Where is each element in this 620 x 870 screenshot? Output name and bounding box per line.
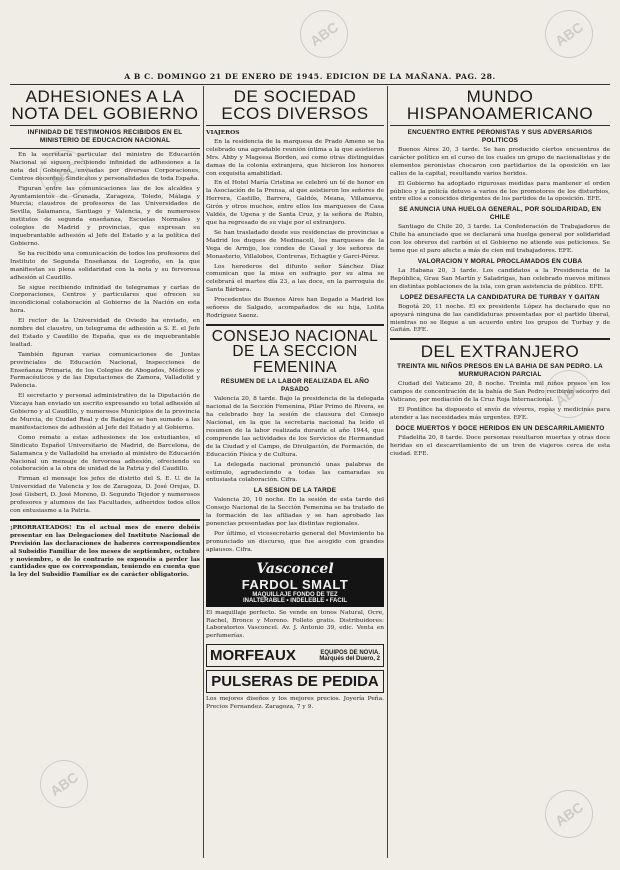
- article-paragraph: Por último, el vicesecretario general del Movimiento ha pronunciado un discurso, que fue acogido con grandes aplausos. Cifra.: [206, 530, 384, 553]
- ad-name: MORFEAUX: [210, 647, 296, 665]
- article-paragraph: También figuran varias comunicaciones de Juntas provinciales de Educación Nacional, Inspecciones de Enseñanza Primaria, de los Colegios de Abogados, Médicos y Farmacéuticos y de las Diputaciones de Zamora, Valladolid y Palencia.: [10, 351, 200, 390]
- article-paragraph: Valencia 20, 8 tarde. Bajo la presidencia de la delegada nacional de la Sección Femenina, Pilar Primo de Rivera, se ha celebrado hoy la sesión de clausura del Consejo Nacional, en la que la secretaria nacional ha leído el resumen de la labor realizada durante el año 1944, que comprende las actividades de los Servicios de Hermandad de la Ciudad y el Campo, de Divulgación, de Formación, de Educación Física y de Cultura.: [206, 396, 384, 458]
- article-paragraph: Se han trasladado desde sus residencias de provincias a Madrid los duques de Medinaceli, los marqueses de la Vega de Armijo, los condes de Casal y los señores de Monasterio, Villalobos, Contreras, Echagüe y Garci-Pérez.: [206, 229, 384, 260]
- ad-line: MAQUILLAJE FONDO DE TEZ: [252, 591, 338, 598]
- ad-caption: Los mejores diseños y los mejores precios. Joyería Peña. Precios Fernandez. Zaragoza, 7 y 9.: [206, 696, 384, 711]
- headline-adhesiones: ADHESIONES A LA NOTA DEL GOBIERNO: [11, 88, 199, 123]
- article-paragraph: Procedentes de Buenos Aires han llegado a Madrid los señores de Salgado, acompañados de su hija, Lolita Rodríguez Saenz.: [206, 297, 384, 319]
- article-paragraph: Ciudad del Vaticano 20, 8 noche. Treinta mil niños presos en los campos de concentración de la bahía de San Pedro recibirán socorro del Vaticano, por mediación de la Cruz Roja Internacional.: [390, 381, 610, 404]
- watermark-stamp: ABC: [31, 751, 98, 818]
- article-paragraph: La delegada nacional pronunció unas palabras de estímulo, agradeciendo a todas las camaradas su entusiasta colaboración. Cifra.: [206, 461, 384, 484]
- watermark-stamp: ABC: [536, 781, 603, 848]
- ad-morfeaux: [206, 644, 384, 667]
- headline-del-extranjero: DEL EXTRANJERO: [420, 342, 580, 362]
- column-3: [390, 88, 610, 858]
- ad-vasconcel: [206, 558, 384, 607]
- article-paragraph: El secretario y personal administrativo de la Diputación de Vizcaya han enviado un escrito expresando su total adhesión al Gobierno y al Caudillo, y numerosos Municipios de la provincia de Murcia, de Ciudad Real y de Badajoz se han sumado a las manifestaciones de adhesión al Jefe del Estado y al Gobierno.: [10, 393, 200, 431]
- subhead: DOCE MUERTOS Y DOCE HERIDOS EN UN DESCARRILAMIENTO: [395, 424, 605, 432]
- subhead: LOPEZ DESAFECTA LA CANDIDATURA DE TURBAY Y GAITAN: [400, 293, 600, 301]
- ad-line: INALTERABLE • INDELEBLE • FACIL: [242, 597, 348, 604]
- section-label-viajeros: VIAJEROS: [206, 129, 240, 136]
- subhead: SE ANUNCIA UNA HUELGA GENERAL, POR SOLIDARIDAD, EN CHILE: [398, 206, 602, 222]
- subhead-testimonios: INFINIDAD DE TESTIMONIOS RECIBIDOS EN EL MINISTERIO DE EDUCACION NACIONAL: [27, 129, 183, 144]
- article-paragraph: Santiago de Chile 20, 3 tarde. La Confederación de Trabajadores de Chile ha anunciado que se declarará una huelga general por solidaridad con los obreros del carbón si el Gobierno no atiende sus peticiones. Se teme que el paro afecte a más de cien mil trabajadores. EFE.: [390, 224, 610, 255]
- headline-mundo-hispanoamericano: MUNDO HISPANOAMERICANO: [406, 88, 594, 123]
- headline-consejo-nacional: CONSEJO NACIONAL DE LA SECCION FEMENINA: [211, 327, 379, 376]
- watermark-stamp: ABC: [291, 1, 358, 68]
- article-paragraph: El Gobierno ha adoptado rigurosas medidas para mantener el orden público y la policía detuvo a varios de los promotores de los disturbios, entre ellos a conocidos dirigentes de los partidos de la oposición. EFE.: [390, 180, 610, 203]
- subhead-sesion-tarde: LA SESION DE LA TARDE: [253, 487, 337, 495]
- article-paragraph: El rector de la Universidad de Oviedo ha enviado, en nombre del claustro, un telegrama de adhesión a S. E. el Jefe del Estado y Caudillo de España, que es de inquebrantable lealtad.: [10, 318, 200, 348]
- footer-notice: ¡PRORRATEADOS! En el actual mes de enero debéis presentar en las Delegaciones del Instituto Nacional de Previsión las declaraciones de haberes correspondientes al Subsidio Familiar de los meses de septiembre, octubre y noviembre, o de lo contrario os exponéis a perder las cantidades que os correspondan, teniendo en cuenta que la ley del Subsidio Familiar es de carácter obligatorio.: [10, 523, 200, 579]
- subhead: VALORACION Y MORAL PROCLAMADOS EN CUBA: [417, 257, 583, 265]
- article-paragraph: Valencia 20, 10 noche. En la sesión de esta tarde del Consejo Nacional de la Sección Femenina se ha tratado de la formación de las afiliadas y se han aprobado las ponencias presentadas por las distintas regionales.: [206, 497, 384, 528]
- article-paragraph: Se sigue recibiendo infinidad de telegramas y cartas de Corporaciones, Centros y particulares que ofrecen su incondicional colaboración al Gobierno de la Nación en esta hora.: [10, 284, 200, 315]
- article-paragraph: En el Hotel María Cristina se celebró un té de honor en la Asociación de la Prensa, al que asistieron los señores de Herrera, Castillo, Barrera, Galdós, Meana, Villanueva, Girón y otros muchos, entre ellos los marqueses de Casa Valdés, de Ugena y de Santa Cruz, y la señora de Rubio, que ha regresado de su viaje por el extranjero.: [206, 180, 384, 226]
- article-paragraph: En la secretaría particular del ministro de Educación Nacional se siguen recibiendo infinidad de adhesiones a la nota del Gobierno, enviadas por diversas Corporaciones, Centros docentes, Sindicatos y personalidades de toda España.: [10, 152, 200, 182]
- watermark-stamp: ABC: [31, 141, 98, 208]
- article-paragraph: Filadelfia 20, 8 tarde. Doce personas resultaron muertas y otras doce heridas en el descarrilamiento de un tren de viajeros cerca de esta ciudad. EFE.: [390, 434, 610, 457]
- article-paragraph: Como remate a estas adhesiones de los estudiantes, el Sindicato Español Universitario de Madrid, de Barcelona, de Salamanca y de Valladolid ha enviado al ministro de Educación Nacional un mensaje de fervorosa adhesión, ofreciendo su colaboración a la obra de unidad de la Patria y del Caudillo.: [10, 434, 200, 473]
- subhead-resumen: RESUMEN DE LA LABOR REALIZADA EL AÑO PASADO: [220, 378, 370, 394]
- ad-headline: PULSERAS DE PEDIDA: [211, 673, 379, 691]
- column-1: [10, 88, 200, 858]
- ad-product: FARDOL SMALT: [241, 576, 349, 592]
- article-paragraph: Los herederos del difunto señor Sánchez Díaz comunican que la misa en sufragio por su alma se celebrará el martes día 23, a las doce, en la parroquia de Santa Bárbara.: [206, 263, 384, 294]
- headline-sociedad: DE SOCIEDAD ECOS DIVERSOS: [221, 88, 369, 123]
- ad-caption: El maquillaje perfecto. Se vende en tonos Natural, Ocre, Rachel, Bronce y Moreno. Folleto gratis. Distribuidores: Laboratorios Vasconcel. Av. J. Antonio 39, edic. Venta en perfumerías.: [206, 609, 384, 640]
- watermark-stamp: ABC: [536, 361, 603, 428]
- article-paragraph: El Pontífice ha dispuesto el envío de víveres, ropas y medicinas para atender a las necesidades más urgentes. EFE.: [390, 407, 610, 421]
- watermark-stamp: ABC: [536, 1, 603, 68]
- ad-pulseras: [206, 670, 384, 693]
- ad-brand: Vasconcel: [256, 560, 334, 577]
- column-rule-2: [387, 86, 388, 858]
- article-paragraph: Firman el mensaje los jefes de distrito del S. E. U. de la Universidad de Valencia y los de Zaragoza, D. José Orejas, D. José Gisbert, D. José Moreno, D. Segundo Tejedor y numerosos profesores y alumnos de las Facultades, adheridos todos ellos con entusiasmo a la Patria.: [10, 476, 200, 514]
- article-paragraph: Figuran entre las comunicaciones las de los alcaldes y Ayuntamientos de Granada, Zaragoza, Toledo, Málaga y Murcia; claustros de profesores de las Universidades de Sevilla, Salamanca, Santiago y Valencia, y de numerosos institutos de segunda enseñanza, Escuelas Normales y colegios de Madrid y provincias, que expresan su inquebrantable adhesión al Jefe del Estado y a la política del Gobierno.: [10, 185, 200, 247]
- column-rule-1: [203, 86, 204, 858]
- subhead: TREINTA MIL NIÑOS PRESOS EN LA BAHIA DE SAN PEDRO. LA MURMURACION PARCIAL: [397, 363, 603, 379]
- column-2: [206, 88, 384, 858]
- article-paragraph: En la residencia de la marquesa de Prado Ameno se ha celebrado una agradable reunión íntima a la que asistieron Mrs. Abby y Mageesa Borden, así como otras distinguidas damas de la colonia extranjera, que hicieron los honores con exquisita amabilidad.: [206, 138, 384, 177]
- ad-text: EQUIPOS DE NOVIA. Marqués del Duero, 2: [319, 649, 380, 662]
- article-paragraph: Bogotá 20, 11 noche. El ex presidente López ha declarado que no apoyará ninguna de las candidaturas presentadas por el partido liberal, mientras no se llegue a un acuerdo entre los grupos de Turbay y de Gaitán. EFE.: [390, 303, 610, 334]
- article-paragraph: La Habana 20, 3 tarde. Los candidatos a la Presidencia de la República, Grau San Martín y Saladrigas, han celebrado nuevos mítines en distintas poblaciones de la isla, con gran asistencia de público. EFE.: [390, 267, 610, 290]
- article-paragraph: Se ha recibido una comunicación de todos los profesores del Instituto de Segunda Enseñanza de Logroño, en la que manifiestan su plena solidaridad con la nota y su fervorosa adhesión al Caudillo.: [10, 250, 200, 281]
- article-paragraph: Buenos Aires 20, 3 tarde. Se han producido ciertos encuentros de carácter político en el curso de los cuales un grupo de nacionalistas y de elementos peronistas chocaron con partidarios de la oposición en las calles de la capital, resultando varios heridos.: [390, 147, 610, 177]
- page-masthead: A B C. DOMINGO 21 DE ENERO DE 1945. EDICION DE LA MAÑANA. PAG. 28.: [10, 72, 610, 85]
- subhead: ENCUENTRO ENTRE PERONISTAS Y SUS ADVERSARIOS POLITICOS: [407, 129, 593, 144]
